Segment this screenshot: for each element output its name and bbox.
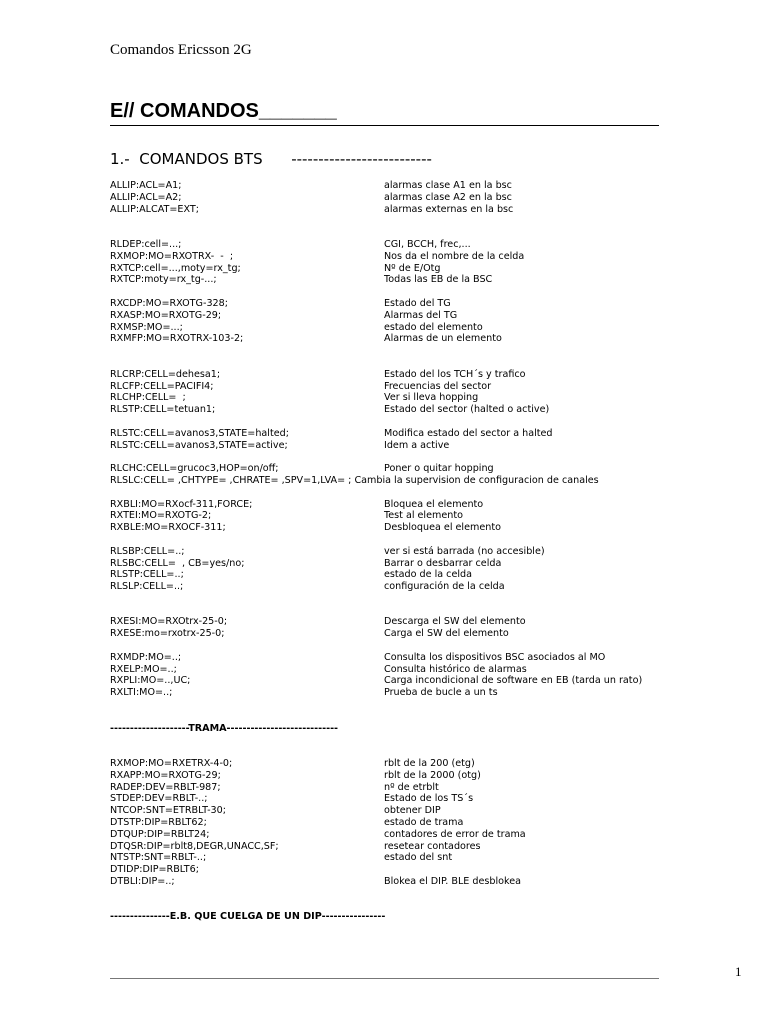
command-text: ALLIP:ACL=A1; — [110, 180, 182, 191]
command-text: RLSBP:CELL=..; — [110, 545, 185, 557]
command-description: Estado del TG — [384, 297, 451, 309]
command-description: Alarmas de un elemento — [384, 333, 502, 345]
blank-line — [110, 227, 670, 239]
blank-line — [110, 593, 670, 605]
blank-line — [110, 487, 670, 499]
command-row — [110, 852, 670, 864]
command-text: RLCHC:CELL=grucoc3,HOP=on/off; — [110, 463, 279, 475]
blank-line — [110, 451, 670, 463]
command-row — [110, 616, 670, 628]
command-row — [110, 675, 670, 687]
command-row — [110, 499, 670, 511]
command-text: ALLIP:ALCAT=EXT; — [110, 203, 199, 215]
command-row — [110, 687, 670, 699]
blank-line — [110, 734, 670, 746]
command-row — [110, 829, 670, 841]
command-description: Barrar o desbarrar celda — [384, 557, 502, 569]
command-text: NTSTP:SNT=RBLT-..; — [110, 852, 207, 864]
command-row — [110, 392, 670, 404]
command-text: RXESI:MO=RXOtrx-25-0; — [110, 616, 228, 628]
command-text: RXLTI:MO=..; — [110, 687, 173, 699]
command-row — [110, 274, 670, 286]
command-text: DTSTP:DIP=RBLT62; — [110, 817, 207, 829]
command-text: RXTEI:MO=RXOTG-2; — [110, 510, 212, 522]
page-number: 1 — [735, 964, 742, 979]
command-text: RXESE:mo=rxotrx-25-0; — [110, 628, 225, 640]
blank-line — [110, 286, 670, 298]
command-description: Nº de E/Otg — [384, 262, 441, 274]
command-text: RLSTC:CELL=avanos3,STATE=halted; — [110, 427, 289, 439]
command-text: RXMOP:MO=RXETRX-4-0; — [110, 758, 233, 770]
command-row — [110, 770, 670, 782]
command-description: alarmas externas en la bsc — [384, 203, 514, 215]
command-row — [110, 180, 670, 192]
command-description: alarmas clase A1 en la bsc — [384, 180, 512, 191]
command-row — [110, 463, 670, 475]
command-text: RXPLI:MO=..,UC; — [110, 675, 191, 687]
command-description: Bloquea el elemento — [384, 498, 484, 510]
command-description: Descarga el SW del elemento — [384, 616, 526, 628]
command-row — [110, 251, 670, 263]
command-description: configuración de la celda — [384, 581, 505, 593]
command-text: DTQSR:DIP=rblt8,DEGR,UNACC,SF; — [110, 840, 279, 852]
command-row — [110, 628, 670, 640]
section-heading: 1.- COMANDOS BTS -------------------------- — [110, 150, 432, 168]
blank-line — [110, 416, 670, 428]
command-line: RLSLC:CELL= ,CHTYPE= ,CHRATE= ,SPV=1,LVA= ; Cambia la supervision de configuracion de canales — [110, 474, 599, 486]
command-text: ALLIP:ACL=A2; — [110, 191, 182, 203]
command-row — [110, 381, 670, 393]
command-text: NTCOP:SNT=ETRBLT-30; — [110, 805, 226, 817]
command-description: Estado de los TS´s — [384, 793, 474, 805]
command-row — [110, 192, 670, 204]
command-description: Blokea el DIP. BLE desblokea — [384, 876, 522, 888]
command-row — [110, 876, 670, 888]
command-text: RLSLP:CELL=..; — [110, 581, 184, 593]
document-title: E// COMANDOS_______ — [110, 100, 659, 126]
command-text: RLCRP:CELL=dehesa1; — [110, 368, 221, 380]
command-row — [110, 239, 670, 251]
command-row — [110, 569, 670, 581]
command-text: RXAPP:MO=RXOTG-29; — [110, 769, 221, 781]
command-description: ver si está barrada (no accesible) — [384, 545, 545, 557]
command-description: estado de trama — [384, 817, 464, 829]
command-text: RXASP:MO=RXOTG-29; — [110, 309, 222, 321]
command-description: estado del elemento — [384, 321, 483, 333]
command-list — [110, 180, 670, 923]
command-row — [110, 510, 670, 522]
command-text: DTQUP:DIP=RBLT24; — [110, 828, 210, 840]
command-text: STDEP:DEV=RBLT-..; — [110, 793, 208, 805]
command-description: contadores de error de trama — [384, 828, 526, 840]
command-text: RLCHP:CELL= ; — [110, 392, 186, 404]
command-description: Prueba de bucle a un ts — [384, 687, 498, 699]
command-row — [110, 263, 670, 275]
command-row — [110, 322, 670, 334]
command-description: Carga incondicional de software en EB (tarda un rato) — [384, 675, 643, 687]
command-text: RADEP:DEV=RBLT-987; — [110, 781, 221, 793]
command-row — [110, 652, 670, 664]
command-text: RLDEP:cell=...; — [110, 238, 182, 250]
command-text: RXMSP:MO=...; — [110, 321, 183, 333]
command-description: Alarmas del TG — [384, 309, 458, 321]
command-description: Modifica estado del sector a halted — [384, 427, 553, 439]
command-row — [110, 782, 670, 794]
command-description: CGI, BCCH, frec,... — [384, 238, 471, 250]
command-text: RXMDP:MO=..; — [110, 651, 182, 663]
command-row — [110, 204, 670, 216]
command-description: rblt de la 2000 (otg) — [384, 769, 481, 781]
blank-line — [110, 746, 670, 758]
command-description: rblt de la 200 (etg) — [384, 758, 475, 770]
command-row — [110, 805, 670, 817]
command-text: RXTCP:moty=rx_tg-...; — [110, 274, 217, 286]
command-description: obtener DIP — [384, 805, 441, 817]
blank-line — [110, 888, 670, 900]
blank-line — [110, 900, 670, 912]
command-row — [110, 546, 670, 558]
command-row — [110, 581, 670, 593]
command-text: RXTCP:cell=...,moty=rx_tg; — [110, 262, 241, 274]
blank-line — [110, 711, 670, 723]
blank-line — [110, 534, 670, 546]
command-description: Estado del sector (halted o active) — [384, 404, 550, 416]
command-description: alarmas clase A2 en la bsc — [384, 191, 512, 203]
blank-line — [110, 215, 670, 227]
command-row — [110, 298, 670, 310]
command-description: Poner o quitar hopping — [384, 463, 494, 475]
command-description: Estado del los TCH´s y trafico — [384, 368, 526, 380]
command-description: Todas las EB de la BSC — [384, 274, 493, 286]
command-text: RXELP:MO=..; — [110, 663, 177, 675]
command-text: RXMFP:MO=RXOTRX-103-2; — [110, 333, 244, 345]
command-row — [110, 793, 670, 805]
command-description: Ver si lleva hopping — [384, 392, 479, 404]
subsection-heading — [110, 911, 670, 923]
blank-line — [110, 699, 670, 711]
command-row — [110, 310, 670, 322]
command-text: RLSTC:CELL=avanos3,STATE=active; — [110, 439, 288, 451]
command-row — [110, 558, 670, 570]
command-text: RXBLI:MO=RXocf-311,FORCE; — [110, 498, 253, 510]
footer-divider — [110, 978, 659, 979]
command-description: Nos da el nombre de la celda — [384, 250, 525, 262]
command-text: RLCFP:CELL=PACIFI4; — [110, 380, 214, 392]
page-header: Comandos Ericsson 2G — [110, 42, 252, 58]
command-row — [110, 404, 670, 416]
command-text: RLSTP:CELL=tetuan1; — [110, 404, 216, 416]
command-description: estado de la celda — [384, 569, 472, 581]
command-row — [110, 333, 670, 345]
blank-line — [110, 640, 670, 652]
command-text: RLSTP:CELL=..; — [110, 569, 184, 581]
command-description: estado del snt — [384, 852, 453, 864]
command-description: Desbloquea el elemento — [384, 522, 501, 534]
command-row — [110, 817, 670, 829]
command-description: Test al elemento — [384, 510, 463, 522]
subsection-heading — [110, 723, 670, 735]
command-description: resetear contadores — [384, 840, 481, 852]
command-row — [110, 664, 670, 676]
command-description: Consulta histórico de alarmas — [384, 663, 527, 675]
command-text: DTBLI:DIP=..; — [110, 876, 175, 888]
command-text: RLSBC:CELL= , CB=yes/no; — [110, 557, 245, 569]
command-row — [110, 369, 670, 381]
command-row — [110, 475, 670, 487]
command-description: Carga el SW del elemento — [384, 628, 509, 640]
command-row — [110, 522, 670, 534]
command-row — [110, 758, 670, 770]
blank-line — [110, 357, 670, 369]
subsection-label: --------------------TRAMA---------------------------- — [110, 722, 339, 734]
command-row — [110, 864, 670, 876]
command-row — [110, 440, 670, 452]
command-row — [110, 428, 670, 440]
command-text: DTIDP:DIP=RBLT6; — [110, 864, 199, 876]
command-description: Consulta los dispositivos BSC asociados al MO — [384, 651, 606, 663]
command-text: RXBLE:MO=RXOCF-311; — [110, 522, 226, 534]
blank-line — [110, 345, 670, 357]
command-description: Frecuencias del sector — [384, 380, 492, 392]
command-description: nº de etrblt — [384, 781, 439, 793]
subsection-label: ---------------E.B. QUE CUELGA DE UN DIP---------------- — [110, 911, 386, 923]
command-text: RXCDP:MO=RXOTG-328; — [110, 297, 228, 309]
command-description: Idem a active — [384, 439, 450, 451]
command-text: RXMOP:MO=RXOTRX- - ; — [110, 250, 234, 262]
blank-line — [110, 605, 670, 617]
command-row — [110, 841, 670, 853]
